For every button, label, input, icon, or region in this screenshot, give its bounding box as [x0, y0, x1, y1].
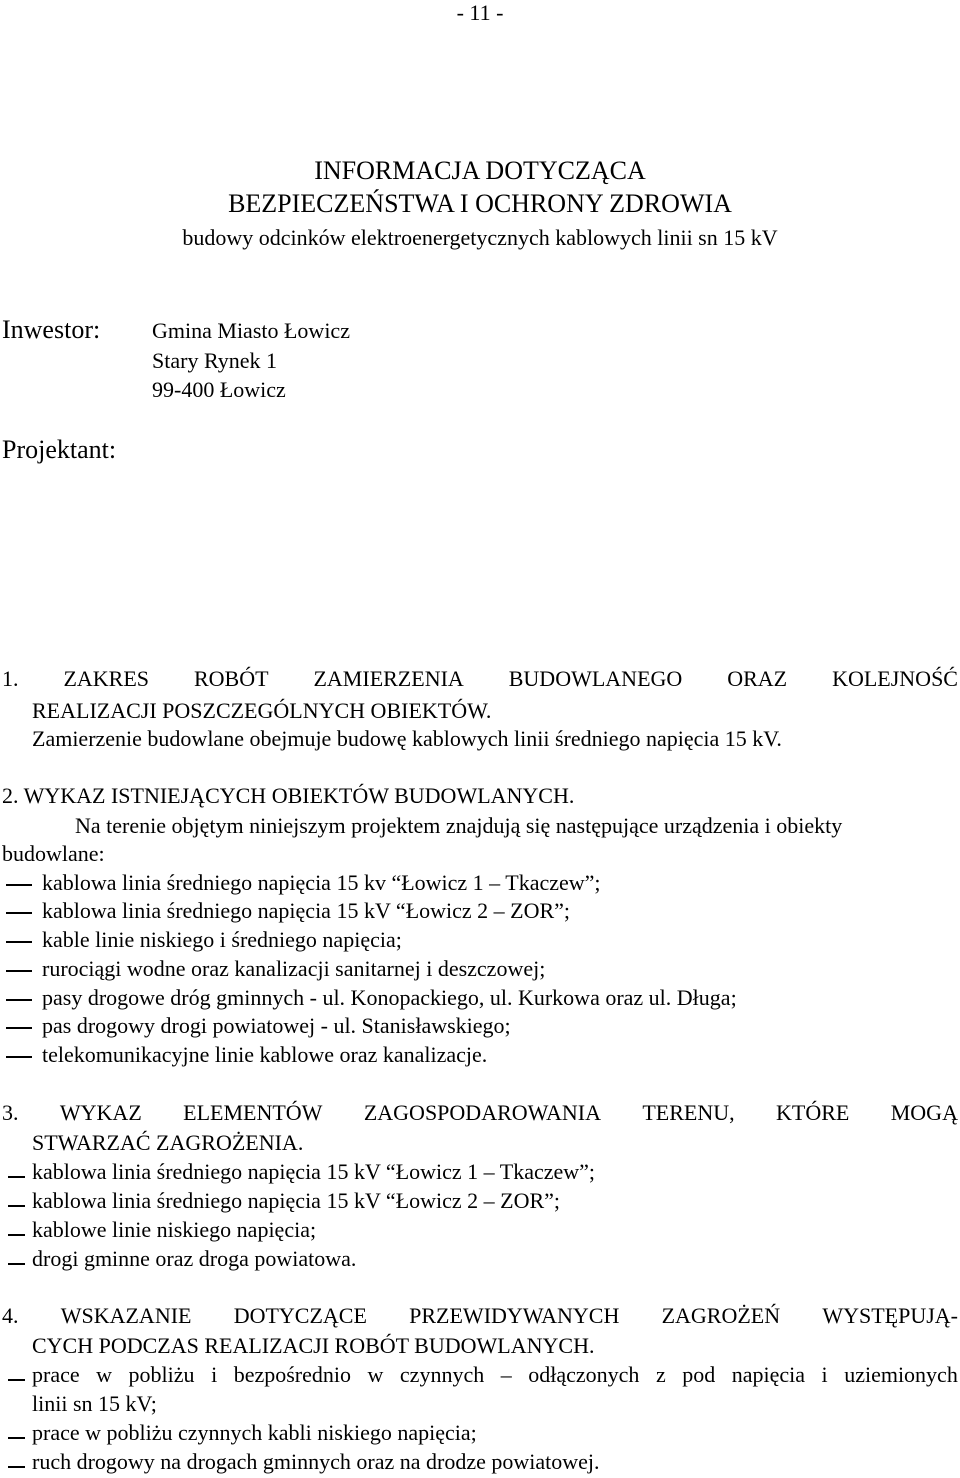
heading-word: KOLEJNOŚĆ: [832, 666, 958, 691]
list-dash: [8, 1379, 25, 1381]
list-dash: [6, 912, 32, 914]
item-word: odłączonych: [528, 1362, 640, 1387]
section2-list-item: telekomunikacyjne linie kablowe oraz kanalizacje.: [42, 1042, 488, 1067]
section2-intro-line1: Na terenie objętym niniejszym projektem znajdują się następujące urządzenia i obiekty: [75, 813, 843, 838]
section4-heading-line2: CYCH PODCZAS REALIZACJI ROBÓT BUDOWLANYCH.: [32, 1333, 595, 1358]
section2-list-item: pas drogowy drogi powiatowej - ul. Stanisławskiego;: [42, 1013, 511, 1038]
list-dash: [6, 970, 32, 972]
item-word: pod: [682, 1362, 716, 1387]
list-dash: [6, 1027, 32, 1029]
heading-word: ZAGROŻEŃ: [661, 1303, 781, 1328]
section3-list-item: kablowa linia średniego napięcia 15 kV “Łowicz 1 – Tkaczew”;: [32, 1159, 596, 1184]
document-title-line1: INFORMACJA DOTYCZĄCA: [314, 156, 646, 185]
section3-list-item: drogi gminne oraz droga powiatowa.: [32, 1246, 357, 1271]
heading-word: 3.: [2, 1100, 19, 1125]
item-word: prace: [32, 1362, 80, 1387]
item-word: i: [821, 1362, 828, 1387]
heading-word: DOTYCZĄCE: [233, 1303, 367, 1328]
heading-word: ORAZ: [727, 666, 788, 691]
list-dash: [6, 999, 32, 1001]
heading-word: BUDOWLANEGO: [508, 666, 683, 691]
heading-word: TERENU,: [642, 1100, 735, 1125]
document-title-line2: BEZPIECZEŃSTWA I OCHRONY ZDROWIA: [228, 189, 732, 218]
heading-word: ZAKRES: [63, 666, 150, 691]
heading-word: 1.: [2, 666, 19, 691]
section2-heading: 2. WYKAZ ISTNIEJĄCYCH OBIEKTÓW BUDOWLANYCH.: [2, 783, 575, 808]
designer-label: Projektant:: [2, 435, 117, 464]
list-dash: [8, 1205, 25, 1207]
section2-list-item: rurociągi wodne oraz kanalizacji sanitarnej i deszczowej;: [42, 956, 546, 981]
item-word: bezpośrednio: [233, 1362, 351, 1387]
list-dash: [8, 1176, 25, 1178]
item-word: w: [367, 1362, 384, 1387]
list-dash: [8, 1234, 25, 1236]
section2-list-item: pasy drogowe dróg gminnych - ul. Konopackiego, ul. Kurkowa oraz ul. Długa;: [42, 985, 737, 1010]
heading-word: ROBÓT: [193, 666, 269, 691]
investor-line-3: 99-400 Łowicz: [152, 377, 286, 402]
page-number: - 11 -: [456, 0, 504, 25]
investor-line-1: Gmina Miasto Łowicz: [152, 318, 350, 343]
list-dash: [8, 1437, 25, 1439]
investor-label: Inwestor:: [2, 315, 101, 344]
section3-heading-line1: [2, 1102, 958, 1124]
section4-heading-line1: [2, 1305, 958, 1327]
item-word: w: [96, 1362, 113, 1387]
heading-word: WYKAZ: [59, 1100, 142, 1125]
section2-intro-line2: budowlane:: [2, 841, 105, 866]
section1-heading-line1: [2, 668, 958, 690]
section4-list-item: ruch drogowy na drogach gminnych oraz na drodze powiatowej.: [32, 1449, 600, 1474]
section3-list-item: kablowa linia średniego napięcia 15 kV “Łowicz 2 – ZOR”;: [32, 1188, 561, 1213]
heading-word: WYSTĘPUJĄ-: [822, 1303, 958, 1328]
list-dash: [6, 941, 32, 943]
heading-word: ELEMENTÓW: [183, 1100, 323, 1125]
heading-word: 4.: [2, 1303, 19, 1328]
list-dash: [8, 1263, 25, 1265]
item-word: z: [655, 1362, 666, 1387]
investor-line-2: Stary Rynek 1: [152, 348, 277, 373]
heading-word: KTÓRE: [776, 1100, 850, 1125]
heading-word: PRZEWIDYWANYCH: [409, 1303, 620, 1328]
document-subtitle: budowy odcinków elektroenergetycznych kablowych linii sn 15 kV: [182, 225, 778, 250]
heading-word: WSKAZANIE: [60, 1303, 192, 1328]
heading-word: MOGĄ: [890, 1100, 958, 1125]
section2-list-item: kable linie niskiego i średniego napięcia;: [42, 927, 402, 952]
item-word: napięcia: [731, 1362, 806, 1387]
item-word: pobliżu: [128, 1362, 195, 1387]
list-dash: [6, 1056, 32, 1058]
list-dash: [8, 1466, 25, 1468]
item-word: uziemionych: [844, 1362, 958, 1387]
section1-heading-line2: REALIZACJI POSZCZEGÓLNYCH OBIEKTÓW.: [32, 698, 492, 723]
section2-list-item: kablowa linia średniego napięcia 15 kV “Łowicz 2 – ZOR”;: [42, 898, 571, 923]
heading-word: ZAMIERZENIA: [313, 666, 464, 691]
section4-list-item-line1: [32, 1364, 958, 1386]
section3-heading-line2: STWARZAĆ ZAGROŻENIA.: [32, 1130, 304, 1155]
section4-list-item-line2: linii sn 15 kV;: [32, 1391, 157, 1416]
item-word: czynnych: [399, 1362, 485, 1387]
list-dash: [6, 884, 32, 886]
heading-word: ZAGOSPODAROWANIA: [363, 1100, 601, 1125]
section2-list-item: kablowa linia średniego napięcia 15 kv “Łowicz 1 – Tkaczew”;: [42, 870, 601, 895]
item-word: –: [500, 1362, 512, 1387]
item-word: i: [211, 1362, 218, 1387]
section3-list-item: kablowe linie niskiego napięcia;: [32, 1217, 317, 1242]
section4-list-item: prace w pobliżu czynnych kabli niskiego napięcia;: [32, 1420, 477, 1445]
section1-body: Zamierzenie budowlane obejmuje budowę kablowych linii średniego napięcia 15 kV.: [32, 726, 782, 751]
